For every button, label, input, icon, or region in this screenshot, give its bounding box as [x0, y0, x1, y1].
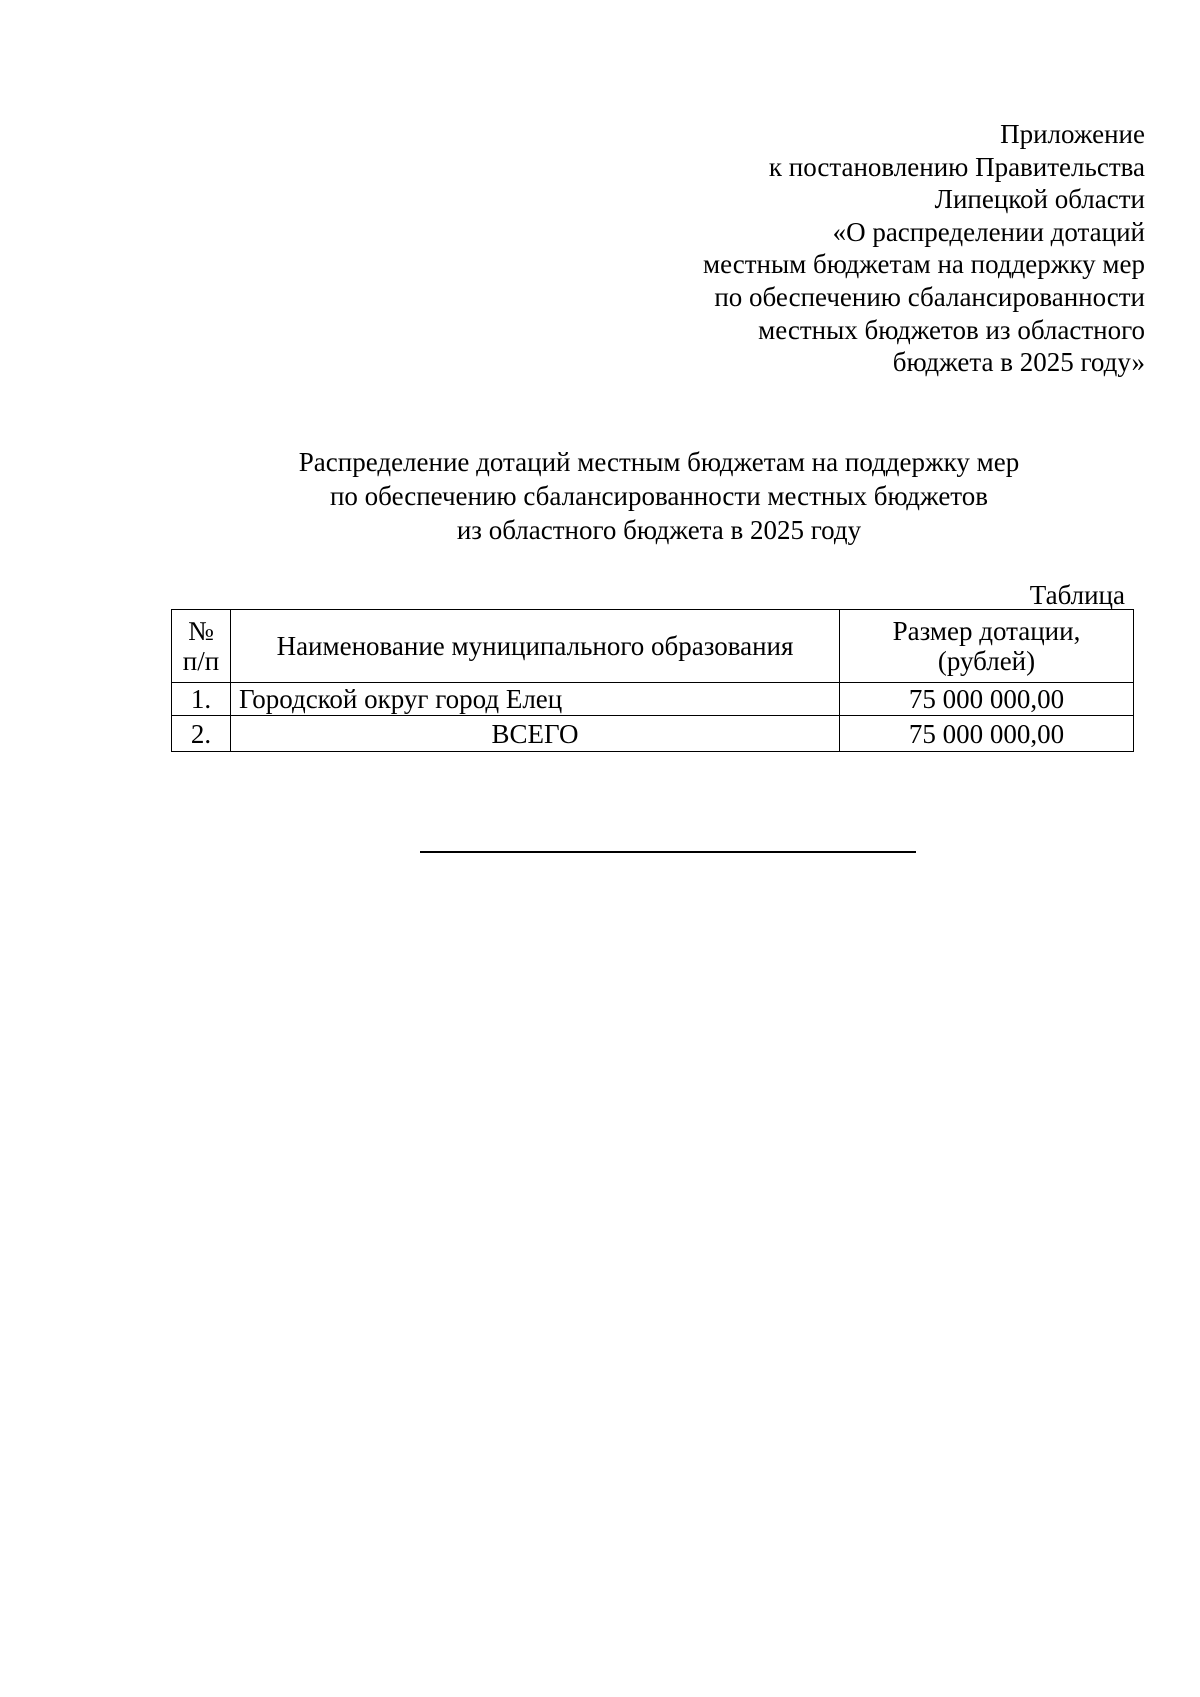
table-header-row	[172, 610, 1134, 683]
header-amount-line: Размер дотации,	[892, 616, 1081, 646]
table-row-total	[172, 716, 1134, 752]
document-title	[0, 445, 1200, 547]
appendix-line: бюджета в 2025 году»	[892, 347, 1145, 378]
end-divider-line	[420, 851, 916, 853]
row-num: 2.	[172, 716, 231, 752]
appendix-line: Липецкой области	[934, 184, 1145, 215]
appendix-line: Приложение	[1000, 119, 1145, 149]
row-name: Городской округ город Елец	[231, 683, 840, 716]
row-num: 1.	[172, 683, 231, 716]
row-amount: 75 000 000,00	[840, 683, 1134, 716]
distribution-table	[171, 609, 1134, 752]
header-num	[172, 610, 231, 683]
appendix-line: по обеспечению сбалансированности	[714, 281, 1145, 312]
title-line: из областного бюджета в 2025 году	[456, 515, 862, 545]
appendix-line: к постановлению Правительства	[768, 151, 1145, 182]
appendix-line: местных бюджетов из областного	[758, 314, 1145, 345]
table-label: Таблица	[1029, 580, 1125, 610]
header-amount	[840, 610, 1134, 683]
header-num-line: п/п	[182, 646, 220, 676]
appendix-line: «О распределении дотаций	[832, 216, 1145, 247]
row-name: ВСЕГО	[231, 716, 840, 752]
appendix-header	[703, 118, 1145, 379]
row-amount: 75 000 000,00	[840, 716, 1134, 752]
appendix-line: местным бюджетам на поддержку мер	[703, 249, 1145, 280]
title-line: Распределение дотаций местным бюджетам на поддержку мер	[298, 447, 1020, 477]
header-name: Наименование муниципального образования	[231, 610, 840, 683]
header-num-line: №	[188, 616, 214, 646]
title-line: по обеспечению сбалансированности местных бюджетов	[329, 481, 989, 511]
table-row	[172, 683, 1134, 716]
header-amount-line: (рублей)	[937, 646, 1036, 676]
